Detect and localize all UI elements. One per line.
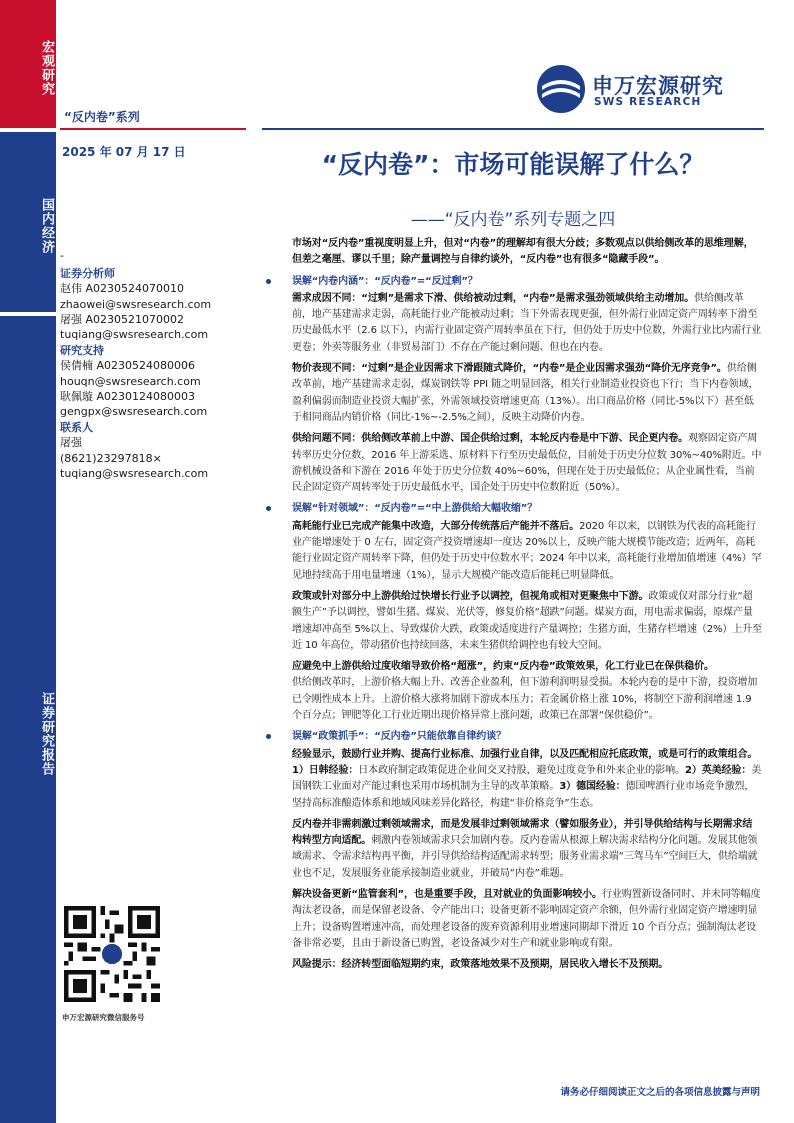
paragraph-lead: 供给问题不同：供给侧改革前上中游、国企供给过剩，本轮反内卷是中下游、民企更内卷。 [292, 433, 688, 445]
company-logo [536, 64, 760, 114]
paragraph-text: 供给侧改革前，地产基建需求走弱，煤炭钢铁等 PPI 随之明显回落，相关行业制造业投资也下行；当下内卷领域，盈利偏弱而制造业投资大幅扩张，外需领域投资增速更高（13%）。出口商品价格（同比-5%以下）甚至低于相同商品内销价格（同比-1%~-2.5%之间），反映主动降价内卷。 [292, 363, 759, 423]
paragraph-lead: 物价表现不同：“过剩”是企业因需求下滑跟随式降价，“内卷”是企业因需求强劲“降价无序竞争”。 [292, 363, 727, 375]
paragraph [292, 431, 762, 496]
paragraph-lead: 经验显示，鼓励行业并购、提高行业标准、加强行业自律，以及匹配相应托底政策，或是可行的政策组合。1）日韩经验： [292, 748, 758, 776]
risk-warning: 风险提示：经济转型面临短期约束，政策落地效果不及预期，居民收入增长不及预期。 [292, 959, 669, 971]
support-email[interactable]: houqn@swsresearch.com [60, 374, 201, 388]
sidebar-label-mid: 国内经济 [39, 198, 54, 254]
paragraph-text: 供给侧改革时，上游价格大幅上升、改善企业盈利，但下游利润明显受损。本轮内卷的是中下游，投资增加已令刚性成本上升。上游价格大涨将加剧下游成本压力；若金属价格上涨 10%，将制空下游利润增速 1.9 个百分点；钾肥等化工行业近期出现价格异常上涨问题，政策已在部署“保供稳价”。 [292, 677, 758, 722]
paragraph-lead: 政策或针对部分中上游供给过快增长行业予以调控，但视角或相对更聚焦中下游。 [292, 590, 649, 602]
paragraph-lead: 3）德国经验： [559, 781, 626, 793]
paragraph-text: 2020 年以来，以钢铁为代表的高耗能行业产能增速处于 0 左右，固定资产投资增速却一度达 20%以上，反映产能大规模节能改造；近两年，高耗能行业固定资产周转率下降，但仍处于历史中位数水平；2024 年中以来，高耗能行业增加值增速（4%）罕见地持续高于用电量增速（1%），显示大规模产能改造后能耗已明显降低。 [292, 520, 762, 581]
paragraph [292, 291, 762, 356]
paragraph-lead: 解决设备更新“监管套利”，也是重要手段，且对就业的负面影响较小。 [292, 888, 602, 900]
page-subtitle: ——“反内卷”系列专题之四 [410, 210, 616, 230]
sidebar-domestic-economy [0, 132, 56, 312]
paragraph-text: 观察固定资产周转率历史分位数，2016 年上游采选、原材料下行至历史最低位，目前处于历史分位数 30%~40%附近。中游机械设备和下游在 2016 年处于历史分位数 40%~60%，但现在处于历史最低位；从企业属性看，当前民企固定资产周转率处于历史最低水平，国企处于历史中位数附近（50%）。 [292, 433, 762, 494]
intro-paragraph: 市场对“反内卷”重视度明显上升，但对“内卷”的理解却有很大分歧；多数观点以供给侧改革的思维理解，但差之毫厘、谬以千里；除产量调控与自律约谈外，“反内卷”也有很多“隐藏手段”。 [292, 238, 754, 266]
dash-mark: - [60, 249, 64, 262]
sidebar-label-top: 宏观研究 [39, 40, 54, 96]
paragraph-lead: 高耗能行业已完成产能集中改造，大部分传统落后产能并不落后。 [292, 520, 580, 532]
paragraph-text: 德国啤酒行业市场竞争激烈，坚持高标准酿造体系和地域风味差异化路径，构建“非价格竞争”生态。 [292, 781, 755, 809]
contact-email[interactable]: tuqiang@swsresearch.com [60, 466, 209, 480]
qr-caption: 申万宏源研究微信服务号 [62, 1013, 145, 1022]
support-email[interactable]: gengpx@swsresearch.com [60, 405, 208, 419]
paragraph-text: 政策或仅对部分行业“超额生产”予以调控，譬如生猪、煤炭、光伏等，修复价格“超跌”问题。煤炭方面，用电需求偏弱，原煤产量增速却冲高至 5%以上、导致煤价大跌，政策或适度进行产量调控；生猪方面，生猪存栏增速（2%）上升至近 10 年高位，带动猪价也持续回落，未来生猪供给调控也有较大空间。 [292, 590, 763, 651]
support-heading: 研究支持 [60, 344, 104, 358]
logo-mark-icon [536, 64, 586, 114]
report-date: 2025 年 07 月 17 日 [62, 145, 186, 159]
sidebar-securities-report [0, 316, 56, 1123]
logo-text-cn: 申万宏源研究 [592, 74, 724, 98]
paragraph [292, 817, 762, 882]
logo-text-en: SWS RESEARCH [594, 96, 702, 108]
bullet-heading: 误解“针对领域”：“反内卷”=“中上游供给大幅收缩”？ [292, 501, 762, 517]
paragraph-text: 供给侧改革前，地产基建需求走弱，高耗能行业产能被动过剩；当下外需表现更强，但外需行业固定资产周转率下滑至历史最低水平（2.6 以下），内需行业固定资产周转率虽在下行，但仍处于历史中位数，外需行业比内需行业更卷；外卖等服务业（非贸易部门）不存在产能过剩问题、但也在内卷。 [292, 292, 762, 353]
page-title: “反内卷”：市场可能误解了什么？ [321, 150, 705, 179]
paragraph-lead: 2）英美经验： [684, 764, 752, 776]
paragraph-text: 美国钢铁工业面对产能过剩也采用市场机制为主导的改革策略。 [292, 764, 762, 793]
analyst-email[interactable]: zhaowei@swsresearch.com [60, 297, 212, 311]
bullet-heading: 误解“内卷内涵”：“反内卷”=“反过剩”？ [292, 274, 762, 290]
author-panel [60, 248, 250, 481]
paragraph [292, 887, 762, 952]
paragraph [292, 361, 762, 426]
support-line: 侯倩楠 A0230524080006 [60, 359, 196, 373]
series-label: “反内卷”系列 [64, 110, 140, 124]
paragraph-text: 刺激内卷领域需求只会加剧内卷。反内卷需从根源上解决需求结构分化问题。发展其他领域需求、令需求结构再平衡，并引导供给结构适配需求转型；服务业需求端“三驾马车”空间巨大，供给端就业也不足，发展服务业能承接制造业就业，并破局“内卷”难题。 [292, 835, 758, 879]
divider-blue [262, 128, 764, 130]
contact-heading: 联系人 [60, 421, 93, 435]
paragraph [292, 519, 762, 584]
paragraph-text: 日本政府制定政策促进企业间交叉持股，避免过度竞争和外来企业的影响。 [358, 764, 685, 776]
contact-phone: (8621)23297818× [60, 451, 162, 465]
paragraph [292, 747, 762, 812]
analyst-line: 赵伟 A0230524070010 [60, 282, 185, 296]
bullet-heading: 误解“政策抓手”：“反内卷”只能依靠自律约谈？ [292, 729, 762, 745]
divider-red [60, 128, 246, 130]
summary-body [292, 236, 762, 978]
sidebar-label-bottom: 证券研究报告 [39, 691, 54, 776]
paragraph-lead: 反内卷并非需刺激过剩领域需求，而是发展非过剩领域需求（譬如服务业），并引导供给结构与长期需求结构转型方向适配。 [292, 818, 753, 847]
sidebar-macro-research [0, 0, 56, 128]
paragraph-lead: 应避免中上游供给过度收缩导致价格“超涨”，约束“反内卷”政策效果，化工行业已在保供稳价。 [292, 661, 714, 673]
analyst-email[interactable]: tuqiang@swsresearch.com [60, 328, 209, 342]
paragraph [292, 589, 762, 654]
paragraph [292, 659, 762, 724]
paragraph-text: 行业购置新设备同时、并未同等幅度淘汰老设备，而是保留老设备、令产能出口；设备更新不影响固定资产余额，但外需行业固定资产增速明显上升；设备购置增速冲高，而处理老设备的废弃资源利用业增速同期却下滑近 10 个百分点；强制淘汰老设备非常必要，且由于新设备已购置，老设备减少对生产和就业影响或有限。 [292, 888, 761, 949]
paragraph-lead: 需求成因不同：“过剩”是需求下滑、供给被动过剩，“内卷”是需求强劲领域供给主动增加。 [292, 292, 695, 304]
analyst-heading: 证券分析师 [60, 267, 115, 281]
analyst-line: 屠强 A0230521070002 [60, 312, 185, 326]
qr-code-icon[interactable] [64, 906, 160, 1002]
disclaimer-footer: 请务必仔细阅读正文之后的各项信息披露与声明 [560, 1087, 760, 1098]
support-line: 耿佩璇 A0230124080003 [60, 389, 196, 403]
contact-name: 屠强 [60, 436, 82, 450]
